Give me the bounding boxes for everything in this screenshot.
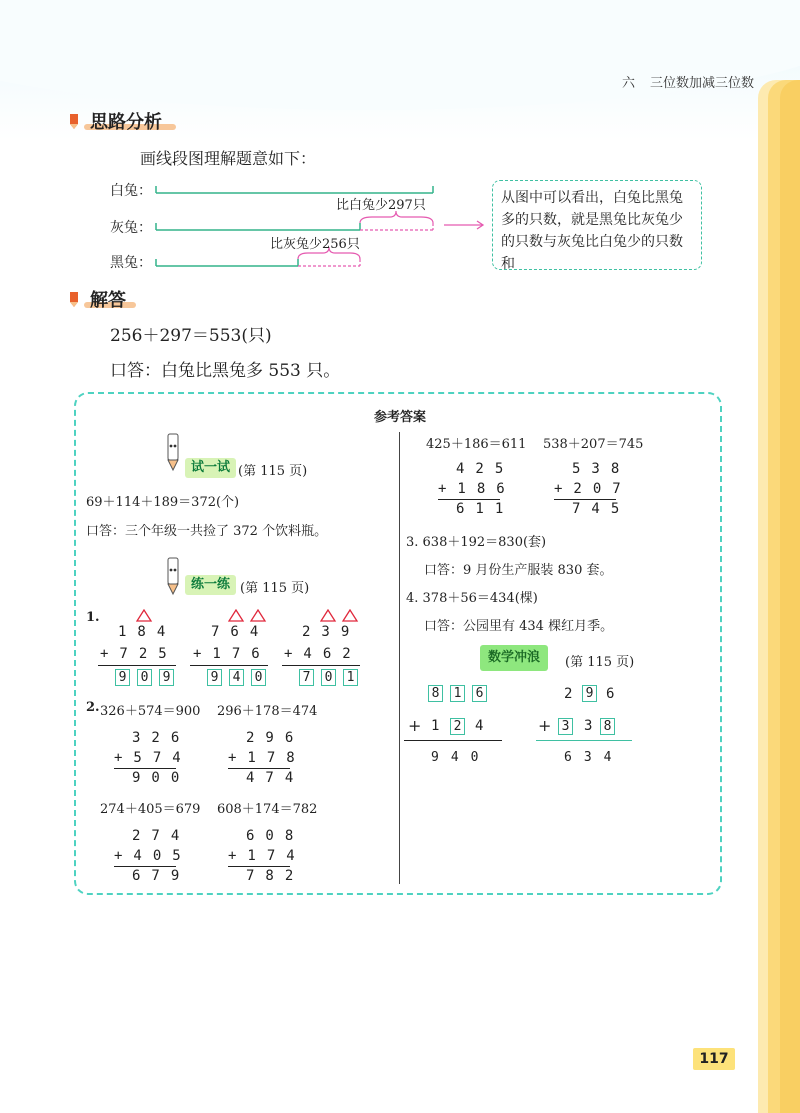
calc-top: 326 [132,730,191,746]
calc-add: +207 [554,481,632,497]
pencil-icon [66,112,80,130]
calc-result: 745 [572,501,631,517]
calc-result: 474 [246,770,305,786]
practice-page: (第 115 页) [240,581,310,596]
analysis-intro: 画线段图理解题意如下： [140,149,317,168]
calc-add: +186 [438,481,516,497]
analysis-heading: 思路分析 [90,112,162,133]
digit: 4 [475,718,495,734]
answer-digit-box: 0 [251,669,266,686]
q1-add: +462 [284,646,362,662]
q1-add: +176 [193,646,271,662]
q2-line-1: 326＋574＝900 296＋178＝474 [100,704,318,719]
digit: 2 [564,686,584,702]
q3-equation: 3. 638＋192＝830(套) [406,535,547,550]
q4-equation: 4. 378＋56＝434(棵) [406,591,538,606]
calc-add: +178 [228,750,306,766]
answer-digit-box: 4 [229,669,244,686]
answer-digit-box: 1 [450,685,465,702]
solution-answer: 口答：白兔比黑兔多 553 只。 [110,361,341,381]
digit: 1 [431,718,451,734]
q2-number: 2. [86,700,100,715]
label-black-rabbit: 黑兔： [110,255,152,271]
label-gray-rabbit: 灰兔： [110,220,152,236]
answer-digit-box: 9 [207,669,222,686]
answer-digit-box: 0 [137,669,152,686]
calc-result: 679 [132,868,191,884]
practice-badge: 练一练 [185,575,236,595]
calc-add: +405 [114,848,192,864]
brace-label-2: 比灰兔少256只 [270,237,360,252]
q3-answer: 口答：9 月份生产服装 830 套。 [424,563,613,578]
solution-heading: 解答 [90,290,126,311]
label-white-rabbit: 白兔： [110,183,152,199]
plus-sign: + [538,716,552,735]
answer-digit-box: 2 [450,718,465,735]
q1-top: 239 [302,624,361,640]
calc-result: 900 [132,770,191,786]
calc-top: 538 [572,461,631,477]
calc-top: 296 [246,730,305,746]
answer-digit-box: 9 [159,669,174,686]
answer-digit-box: 6 [472,685,487,702]
calc-result: 634 [564,750,624,765]
calc-top: 425 [456,461,515,477]
segment-diagram [150,175,450,275]
answer-digit-box: 8 [428,685,443,702]
calc-result: 611 [456,501,515,517]
page-edge-stripes [758,80,800,1113]
try-page: (第 115 页) [238,464,308,479]
pencil-icon [66,290,80,308]
calc-top: 608 [246,828,305,844]
q1-top: 764 [211,624,270,640]
page-number: 117 [693,1048,735,1070]
arrow-icon [444,218,488,232]
try-answer: 口答：三个年级一共捡了 372 个饮料瓶。 [86,524,328,539]
pencil-mascot-icon [160,432,186,472]
plus-sign: + [408,716,422,735]
answer-digit-box: 8 [600,718,615,735]
fun-badge: 数学冲浪 [480,645,548,671]
answer-digit-box: 0 [321,669,336,686]
calc-result: 940 [431,750,491,765]
answer-digit-box: 3 [558,718,573,735]
calc-add: +174 [228,848,306,864]
analysis-note: 从图中可以看出，白兔比黑兔多的只数，就是黑兔比灰兔少的只数与灰兔比白兔少的只数和 [492,180,702,270]
answer-digit-box: 7 [299,669,314,686]
fun-page: (第 115 页) [565,655,635,670]
calc-add: +574 [114,750,192,766]
q1-top: 184 [118,624,177,640]
answer-digit-box: 9 [582,685,597,702]
q1-number: 1. [86,610,100,625]
chapter-number: 六 [622,76,636,91]
solution-equation: 256＋297＝553(只) [110,326,272,346]
digit: 6 [606,686,626,702]
reference-title: 参考答案 [373,410,426,425]
pencil-mascot-icon [160,556,186,596]
answer-digit-box: 9 [115,669,130,686]
q4-answer: 口答：公园里有 434 棵红月季。 [424,619,614,634]
q2-line-2: 274＋405＝679 608＋174＝782 [100,802,318,817]
digit: 3 [584,718,604,734]
calc-result: 782 [246,868,305,884]
right-line-1: 425＋186＝611 538＋207＝745 [426,437,644,452]
column-divider [399,432,400,884]
try-badge: 试一试 [185,458,236,478]
chapter-title: 三位数加减三位数 [650,76,755,91]
try-equation: 69＋114＋189＝372(个) [86,495,240,510]
q1-add: +725 [100,646,178,662]
calc-top: 274 [132,828,191,844]
brace-label-1: 比白兔少297只 [336,198,426,213]
answer-digit-box: 1 [343,669,358,686]
